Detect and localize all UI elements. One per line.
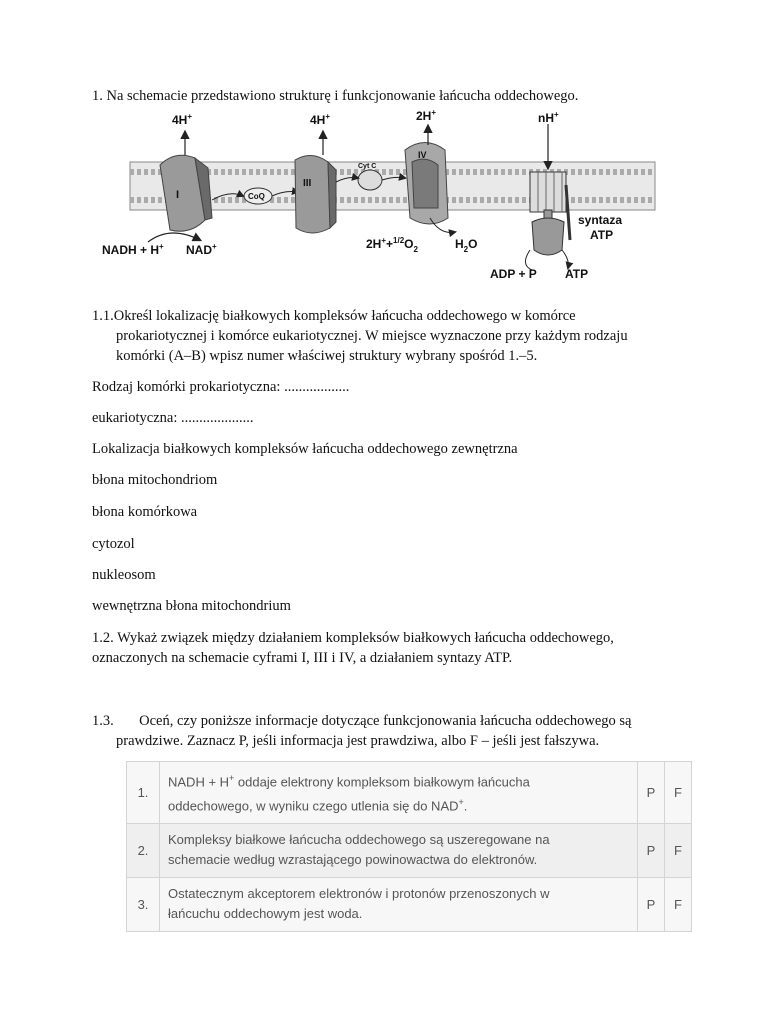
eukaryote-answer-line: eukariotyczna: .................... [92,410,254,426]
table-row [127,762,692,824]
false-option-f[interactable]: F [665,823,692,877]
question-1-3-line-1: 1.3. Oceń, czy poniższe informacje dotyczące funkcjonowania łańcucha oddechowego są [92,713,632,729]
option-2: błona komórkowa [92,504,198,520]
respiratory-chain-diagram [100,110,660,290]
table-row [127,877,692,931]
atp-label: ATP [565,267,589,281]
question-1-3-line-2: prawdziwe. Zaznacz P, jeśli informacja jest prawdziwa, albo F – jeśli jest fałszywa. [116,733,600,749]
false-option-f[interactable]: F [665,762,692,824]
option-5: wewnętrzna błona mitochondrium [92,598,291,614]
nadh-label: NADH + H+ [102,242,164,257]
complex-i-label: I [176,189,180,201]
complex-iv [405,143,448,225]
svg-text:CoQ: CoQ [248,192,265,201]
row-number: 2. [127,823,160,877]
question-1-1-line-1: 1.1.Określ lokalizację białkowych kompleksów łańcucha oddechowego w komórce [92,308,576,324]
row-number: 1. [127,762,160,824]
true-option-p[interactable]: P [638,762,665,824]
complex-iii [295,155,336,233]
svg-text:IV: IV [418,150,427,160]
option-3: cytozol [92,536,135,552]
localization-heading: Lokalizacja białkowych kompleksów łańcucha oddechowego zewnętrzna [92,441,518,457]
question-1-1-line-3: komórki (A–B) wpisz numer właściwej struktury wybrany spośród 1.–5. [116,348,538,364]
row-statement: NADH + H+ oddaje elektrony kompleksom białkowym łańcucha oddechowego, w wyniku czego utlenia się do NAD+. [160,762,638,824]
question-1-2-line-2: oznaczonych na schemacie cyframi I, III i IV, a działaniem syntazy ATP. [92,650,513,666]
row-number: 3. [127,877,160,931]
svg-text:III: III [303,178,312,189]
true-option-p[interactable]: P [638,877,665,931]
option-1: błona mitochondriom [92,472,218,488]
proton-4h-iii: 4H+ [310,112,331,127]
question-1-2-line-1: 1.2. Wykaż związek między działaniem kompleksów białkowych łańcucha oddechowego, [92,630,614,646]
proton-4h-i: 4H+ [172,112,193,127]
option-4: nukleosom [92,567,156,583]
reaction-reactants: $2H^++^{1/2}O_2$ [366,236,418,254]
proton-nh-synthase: nH+ [538,110,559,125]
coq-carrier [244,188,272,204]
synthase-label-2: ATP [590,228,614,242]
true-option-p[interactable]: P [638,823,665,877]
true-false-table [126,761,692,932]
proton-2h-iv: 2H+ [416,110,437,123]
row-statement: Kompleksy białkowe łańcucha oddechowego są uszeregowane na schemacie według wzrastającego powinowactwa do elektronów. [160,823,638,877]
svg-text:Cyt C: Cyt C [358,163,377,170]
complex-i [160,155,212,231]
adp-label: ADP + P [490,267,537,281]
nad-label: NAD+ [186,242,217,257]
atp-synthase [530,172,570,255]
false-option-f[interactable]: F [665,877,692,931]
water-label: $H_2O$ [455,237,478,254]
prokaryote-answer-line: Rodzaj komórki prokariotyczna: .................. [92,379,350,395]
synthase-label-1: syntaza [578,213,623,227]
table-row [127,823,692,877]
question-1-title: 1. Na schemacie przedstawiono strukturę i funkcjonowanie łańcucha oddechowego. [92,88,579,104]
question-1-1-line-2: prokariotycznej i komórce eukariotycznej. W miejsce wyznaczone przy każdym rodzaju [116,328,628,344]
row-statement: Ostatecznym akceptorem elektronów i protonów przenoszonych w łańcuchu oddechowym jest woda. [160,877,638,931]
